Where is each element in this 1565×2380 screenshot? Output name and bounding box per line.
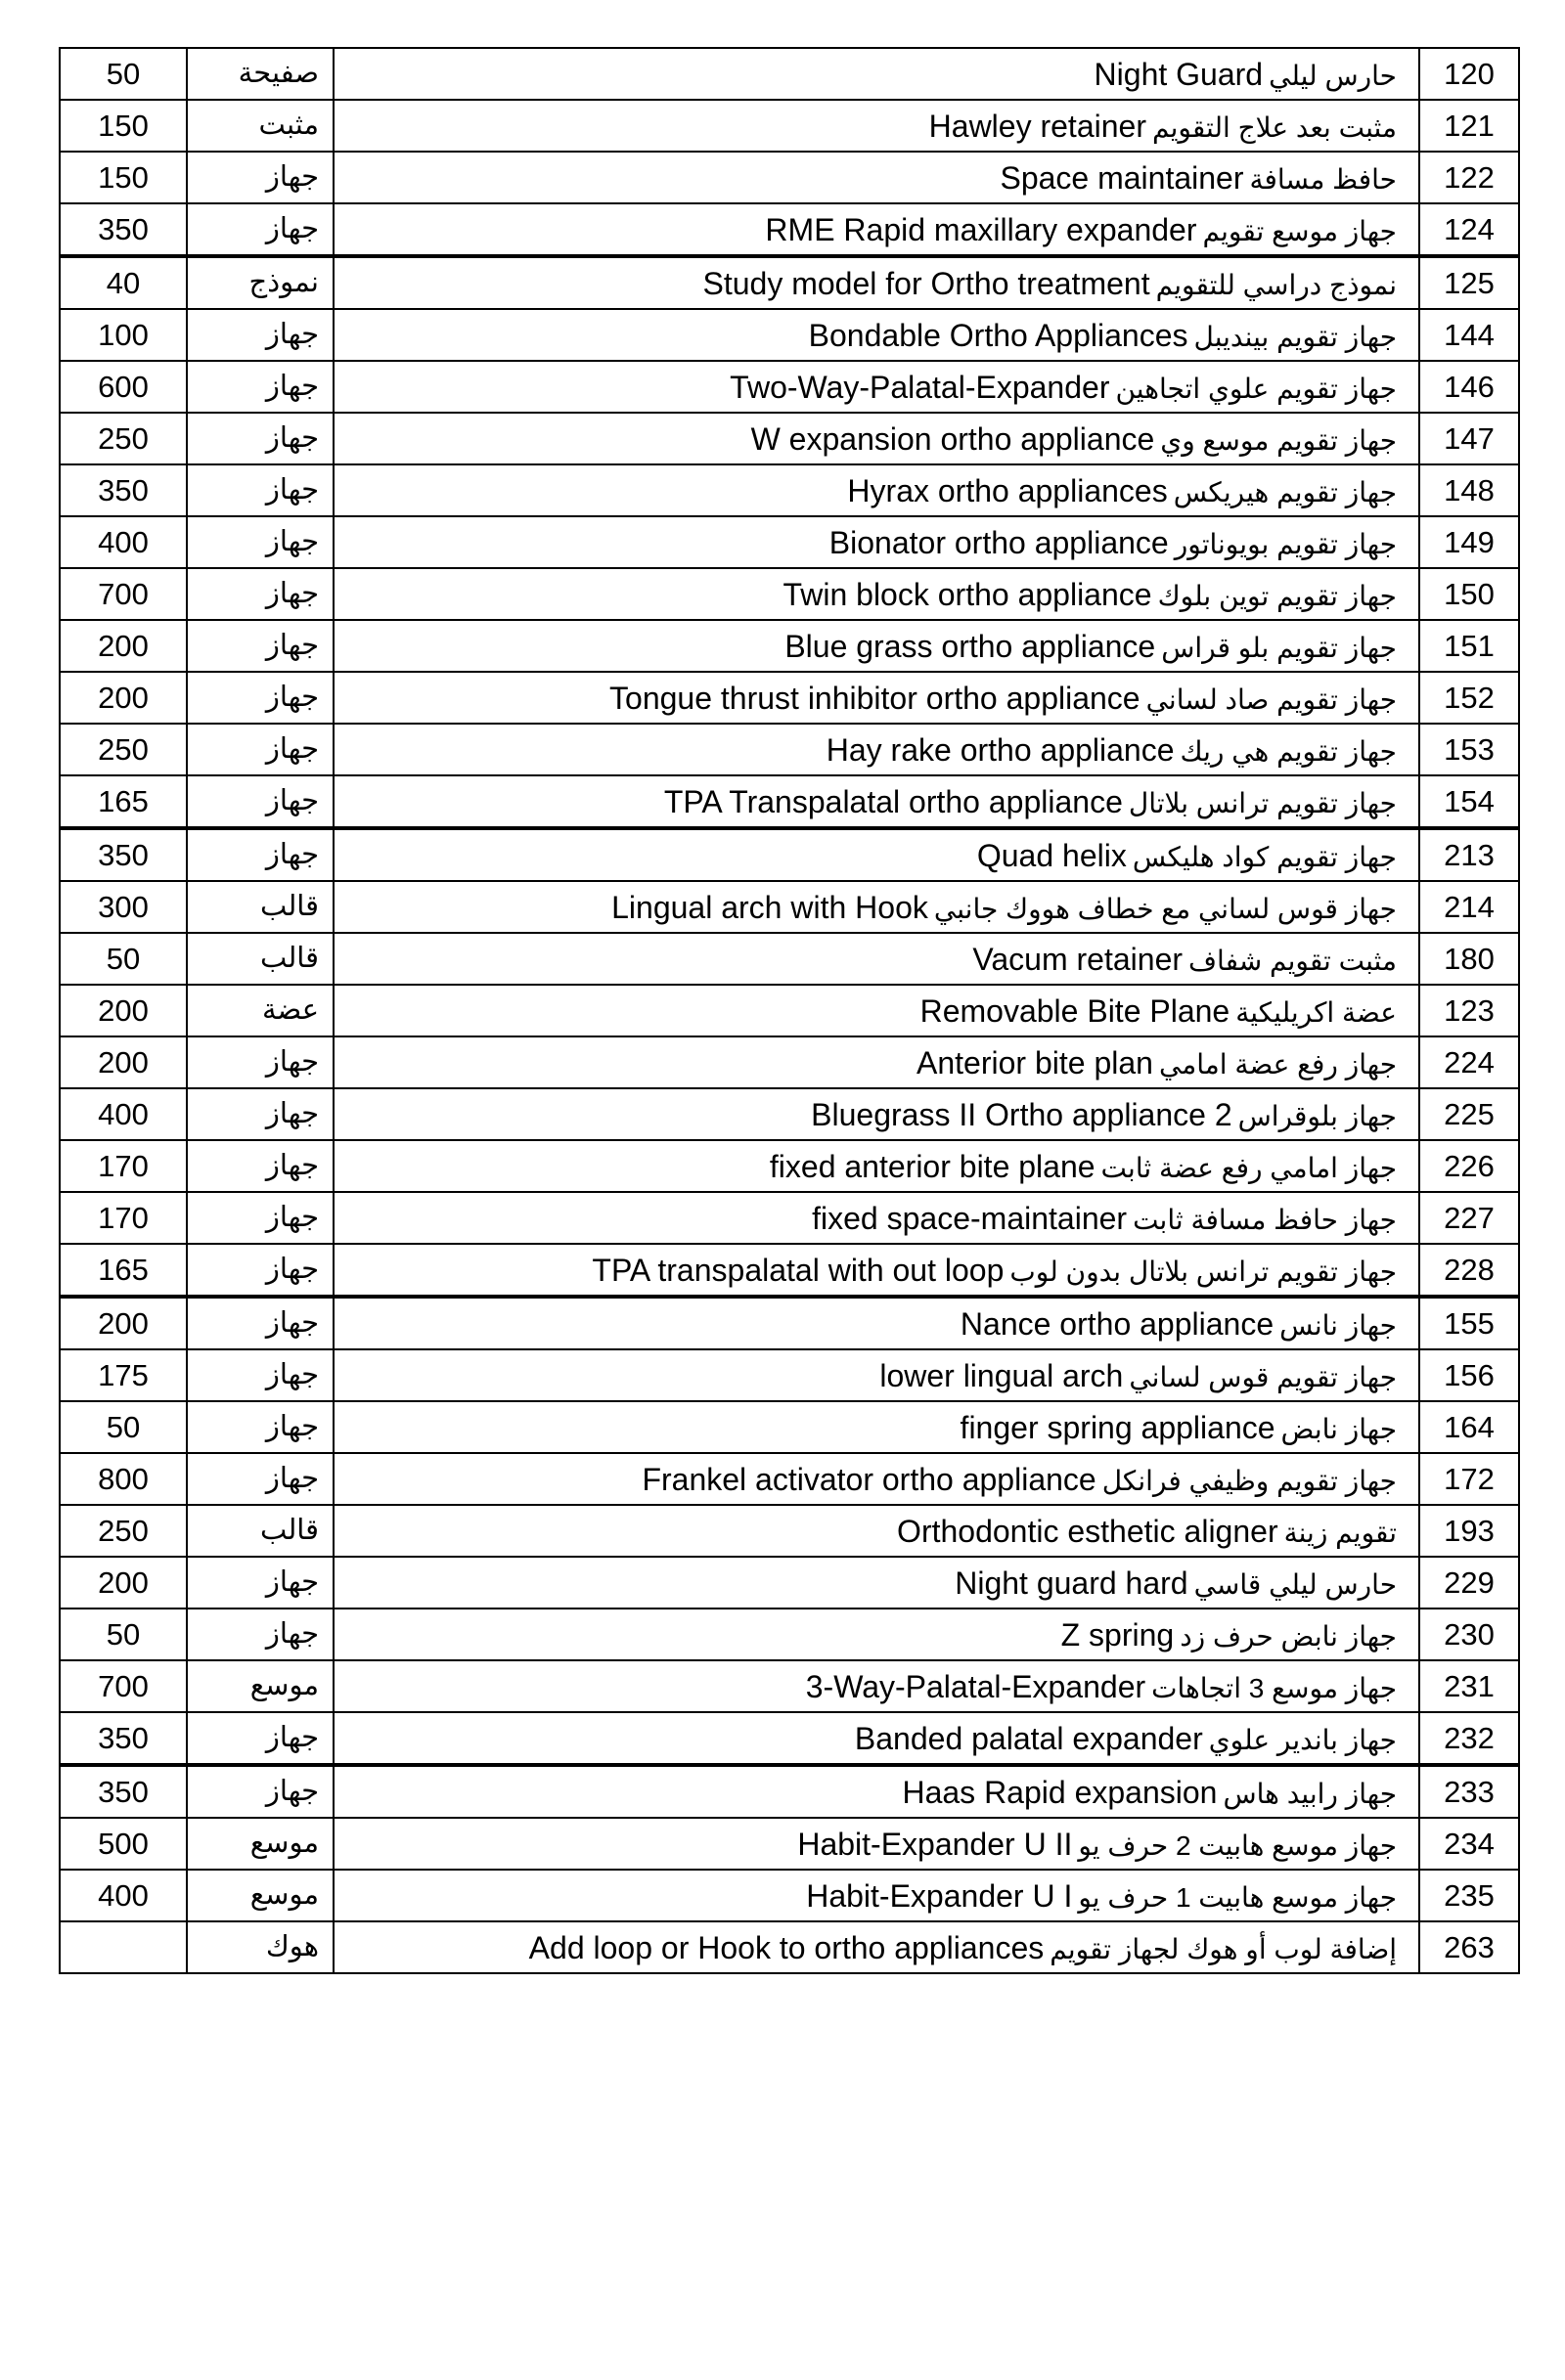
- price-cell: [60, 1921, 187, 1973]
- price-cell: 700: [60, 568, 187, 620]
- description-cell: [334, 568, 1419, 620]
- price-cell: 350: [60, 203, 187, 256]
- unit-cell: جهاز: [187, 1349, 334, 1401]
- code-cell: 147: [1419, 413, 1519, 464]
- description-english: Hyrax ortho appliances: [847, 472, 1168, 508]
- price-cell: 50: [60, 1609, 187, 1660]
- description-english: Space maintainer: [1000, 159, 1244, 196]
- code-cell: 146: [1419, 361, 1519, 413]
- unit-cell: جهاز: [187, 1036, 334, 1088]
- unit-cell: موسع: [187, 1870, 334, 1921]
- description-cell: [334, 1921, 1419, 1973]
- code-cell: 228: [1419, 1244, 1519, 1297]
- description-arabic: جهاز تقويم بينديبل: [1193, 321, 1397, 352]
- price-cell: 350: [60, 1765, 187, 1818]
- description-arabic: حارس ليلي: [1269, 60, 1397, 91]
- description-english: Lingual arch with Hook: [611, 889, 928, 925]
- description-arabic: جهاز تقويم بلو قراس: [1161, 632, 1397, 663]
- unit-cell: جهاز: [187, 203, 334, 256]
- unit-cell: جهاز: [187, 620, 334, 672]
- description-cell: [334, 48, 1419, 100]
- unit-cell: جهاز: [187, 672, 334, 724]
- table-row: [60, 1609, 1519, 1660]
- description-arabic: جهاز تقويم علوي اتجاهين: [1115, 373, 1397, 404]
- description-cell: [334, 1557, 1419, 1609]
- code-cell: 155: [1419, 1297, 1519, 1349]
- table-row: [60, 1401, 1519, 1453]
- table-row: [60, 1244, 1519, 1297]
- description-cell: [334, 203, 1419, 256]
- description-cell: [334, 933, 1419, 985]
- price-table: [59, 47, 1520, 1974]
- table-row: [60, 724, 1519, 775]
- description-arabic: جهاز موسع 3 اتجاهات: [1151, 1672, 1397, 1703]
- description-english: Two-Way-Palatal-Expander: [730, 369, 1110, 405]
- unit-cell: صفيحة: [187, 48, 334, 100]
- description-arabic: جهاز نابض حرف زد: [1180, 1620, 1397, 1652]
- price-cell: 50: [60, 933, 187, 985]
- unit-cell: جهاز: [187, 152, 334, 203]
- unit-cell: جهاز: [187, 464, 334, 516]
- table-row: [60, 1660, 1519, 1712]
- table-row: [60, 464, 1519, 516]
- unit-cell: جهاز: [187, 1765, 334, 1818]
- price-cell: 250: [60, 413, 187, 464]
- price-cell: 400: [60, 516, 187, 568]
- description-arabic: مثبت تقويم شفاف: [1188, 945, 1397, 976]
- price-cell: 250: [60, 1505, 187, 1557]
- description-english: Add loop or Hook to ortho appliances: [528, 1929, 1045, 1965]
- table-row: [60, 568, 1519, 620]
- description-english: Tongue thrust inhibitor ortho appliance: [609, 680, 1140, 716]
- description-arabic: جهاز قوس لساني مع خطاف هووك جانبي: [933, 893, 1397, 924]
- description-english: Bionator ortho appliance: [828, 524, 1169, 560]
- code-cell: 180: [1419, 933, 1519, 985]
- table-row: [60, 1765, 1519, 1818]
- description-cell: [334, 1818, 1419, 1870]
- unit-cell: جهاز: [187, 309, 334, 361]
- description-arabic: عضة اكريليكية: [1235, 996, 1397, 1028]
- description-cell: [334, 1660, 1419, 1712]
- table-row: [60, 1557, 1519, 1609]
- description-english: Orthodontic esthetic aligner: [897, 1513, 1278, 1549]
- unit-cell: جهاز: [187, 516, 334, 568]
- description-english: TPA transpalatal with out loop: [592, 1252, 1005, 1288]
- description-cell: [334, 152, 1419, 203]
- unit-cell: مثبت: [187, 100, 334, 152]
- table-row: [60, 1870, 1519, 1921]
- code-cell: 232: [1419, 1712, 1519, 1765]
- table-row: [60, 413, 1519, 464]
- description-cell: [334, 464, 1419, 516]
- code-cell: 226: [1419, 1140, 1519, 1192]
- price-cell: 200: [60, 1036, 187, 1088]
- unit-cell: جهاز: [187, 1088, 334, 1140]
- description-arabic: جهاز بلوقراس: [1237, 1100, 1397, 1131]
- code-cell: 148: [1419, 464, 1519, 516]
- unit-cell: موسع: [187, 1660, 334, 1712]
- price-cell: 200: [60, 1297, 187, 1349]
- description-arabic: جهاز تقويم ترانس بلاتال: [1128, 787, 1397, 818]
- description-arabic: حارس ليلي قاسي: [1193, 1568, 1397, 1600]
- description-cell: [334, 1088, 1419, 1140]
- description-arabic: جهاز نابض: [1280, 1413, 1397, 1444]
- price-cell: 800: [60, 1453, 187, 1505]
- unit-cell: جهاز: [187, 568, 334, 620]
- price-cell: 50: [60, 48, 187, 100]
- code-cell: 152: [1419, 672, 1519, 724]
- description-arabic: جهاز تقويم قوس لساني: [1129, 1361, 1397, 1392]
- table-row: [60, 152, 1519, 203]
- unit-cell: جهاز: [187, 1712, 334, 1765]
- description-cell: [334, 1244, 1419, 1297]
- description-cell: [334, 828, 1419, 881]
- code-cell: 150: [1419, 568, 1519, 620]
- description-arabic: جهاز تقويم هي ريك: [1180, 735, 1397, 767]
- price-cell: 100: [60, 309, 187, 361]
- description-cell: [334, 1609, 1419, 1660]
- description-english: fixed anterior bite plane: [769, 1148, 1096, 1184]
- table-row: [60, 1818, 1519, 1870]
- description-cell: [334, 1297, 1419, 1349]
- description-arabic: جهاز تقويم ترانس بلاتال بدون لوب: [1009, 1256, 1397, 1287]
- description-cell: [334, 1401, 1419, 1453]
- price-cell: 175: [60, 1349, 187, 1401]
- unit-cell: قالب: [187, 881, 334, 933]
- table-row: [60, 1453, 1519, 1505]
- table-row: [60, 1140, 1519, 1192]
- price-cell: 500: [60, 1818, 187, 1870]
- price-cell: 40: [60, 256, 187, 309]
- description-english: Vacum retainer: [972, 941, 1184, 977]
- table-row: [60, 985, 1519, 1036]
- price-cell: 700: [60, 1660, 187, 1712]
- table-row: [60, 1505, 1519, 1557]
- code-cell: 172: [1419, 1453, 1519, 1505]
- table-row: [60, 1297, 1519, 1349]
- code-cell: 156: [1419, 1349, 1519, 1401]
- unit-cell: جهاز: [187, 1192, 334, 1244]
- description-english: fixed space-maintainer: [812, 1200, 1128, 1236]
- description-arabic: جهاز موسع تقويم: [1202, 215, 1397, 246]
- description-english: 3-Way-Palatal-Expander: [805, 1668, 1146, 1704]
- price-cell: 350: [60, 464, 187, 516]
- description-arabic: مثبت بعد علاج التقويم: [1151, 111, 1397, 143]
- description-cell: [334, 1765, 1419, 1818]
- description-arabic: جهاز تقويم موسع وي: [1160, 424, 1397, 456]
- unit-cell: جهاز: [187, 361, 334, 413]
- price-cell: 150: [60, 152, 187, 203]
- description-english: Habit-Expander U I: [806, 1877, 1073, 1914]
- description-cell: [334, 361, 1419, 413]
- code-cell: 230: [1419, 1609, 1519, 1660]
- unit-cell: جهاز: [187, 1244, 334, 1297]
- code-cell: 124: [1419, 203, 1519, 256]
- unit-cell: جهاز: [187, 724, 334, 775]
- table-row: [60, 48, 1519, 100]
- price-cell: 350: [60, 1712, 187, 1765]
- description-english: Nance ortho appliance: [960, 1305, 1274, 1342]
- unit-cell: جهاز: [187, 413, 334, 464]
- description-arabic: تقويم زينة: [1283, 1517, 1397, 1548]
- description-english: Blue grass ortho appliance: [784, 628, 1156, 664]
- unit-cell: هوك: [187, 1921, 334, 1973]
- description-english: W expansion ortho appliance: [750, 420, 1155, 457]
- price-cell: 170: [60, 1192, 187, 1244]
- code-cell: 193: [1419, 1505, 1519, 1557]
- description-cell: [334, 1453, 1419, 1505]
- code-cell: 227: [1419, 1192, 1519, 1244]
- description-cell: [334, 1140, 1419, 1192]
- table-row: [60, 1921, 1519, 1973]
- code-cell: 233: [1419, 1765, 1519, 1818]
- table-row: [60, 1712, 1519, 1765]
- table-row: [60, 361, 1519, 413]
- price-cell: 250: [60, 724, 187, 775]
- table-row: [60, 1088, 1519, 1140]
- description-cell: [334, 881, 1419, 933]
- code-cell: 153: [1419, 724, 1519, 775]
- price-cell: 400: [60, 1088, 187, 1140]
- table-row: [60, 620, 1519, 672]
- description-arabic: حافظ مسافة: [1249, 163, 1397, 195]
- table-row: [60, 1349, 1519, 1401]
- description-arabic: جهاز تقويم توين بلوك: [1157, 580, 1397, 611]
- description-cell: [334, 1192, 1419, 1244]
- description-arabic: جهاز رابيد هاس: [1223, 1778, 1397, 1809]
- description-english: Bondable Ortho Appliances: [808, 317, 1188, 353]
- price-cell: 165: [60, 1244, 187, 1297]
- description-arabic: نموذج دراسي للتقويم: [1155, 269, 1397, 300]
- description-cell: [334, 256, 1419, 309]
- description-cell: [334, 724, 1419, 775]
- code-cell: 151: [1419, 620, 1519, 672]
- description-english: Removable Bite Plane: [919, 992, 1230, 1029]
- unit-cell: جهاز: [187, 1453, 334, 1505]
- unit-cell: جهاز: [187, 1401, 334, 1453]
- description-english: Anterior bite plan: [917, 1044, 1153, 1080]
- unit-cell: جهاز: [187, 775, 334, 828]
- description-english: Banded palatal expander: [854, 1720, 1203, 1756]
- price-cell: 400: [60, 1870, 187, 1921]
- description-arabic: جهاز موسع هابيت 2 حرف يو: [1078, 1829, 1397, 1861]
- code-cell: 154: [1419, 775, 1519, 828]
- price-cell: 200: [60, 1557, 187, 1609]
- description-arabic: جهاز نانس: [1279, 1309, 1397, 1341]
- description-arabic: جهاز تقويم صاد لساني: [1145, 683, 1397, 715]
- table-row: [60, 516, 1519, 568]
- code-cell: 122: [1419, 152, 1519, 203]
- description-english: Hay rake ortho appliance: [826, 731, 1175, 768]
- code-cell: 231: [1419, 1660, 1519, 1712]
- unit-cell: جهاز: [187, 1557, 334, 1609]
- code-cell: 214: [1419, 881, 1519, 933]
- price-cell: 50: [60, 1401, 187, 1453]
- description-cell: [334, 309, 1419, 361]
- description-arabic: جهاز باندير علوي: [1208, 1724, 1397, 1755]
- price-cell: 600: [60, 361, 187, 413]
- code-cell: 263: [1419, 1921, 1519, 1973]
- price-cell: 200: [60, 672, 187, 724]
- unit-cell: موسع: [187, 1818, 334, 1870]
- description-arabic: جهاز تقويم هيريكس: [1173, 476, 1397, 507]
- description-english: Quad helix: [976, 837, 1127, 873]
- code-cell: 120: [1419, 48, 1519, 100]
- unit-cell: قالب: [187, 933, 334, 985]
- description-english: Twin block ortho appliance: [782, 576, 1152, 612]
- unit-cell: جهاز: [187, 1609, 334, 1660]
- table-row: [60, 672, 1519, 724]
- description-cell: [334, 985, 1419, 1036]
- price-cell: 200: [60, 620, 187, 672]
- code-cell: 224: [1419, 1036, 1519, 1088]
- description-english: Night Guard: [1094, 56, 1264, 92]
- description-arabic: جهاز تقويم بويوناتور: [1174, 528, 1397, 559]
- description-arabic: جهاز تقويم كواد هليكس: [1132, 841, 1397, 872]
- description-cell: [334, 100, 1419, 152]
- code-cell: 225: [1419, 1088, 1519, 1140]
- table-row: [60, 933, 1519, 985]
- code-cell: 213: [1419, 828, 1519, 881]
- description-arabic: إضافة لوب أو هوك لجهاز تقويم: [1050, 1933, 1397, 1964]
- description-cell: [334, 516, 1419, 568]
- description-arabic: جهاز رفع عضة امامي: [1158, 1048, 1397, 1080]
- description-english: finger spring appliance: [960, 1409, 1275, 1445]
- description-english: Z spring: [1060, 1616, 1175, 1653]
- code-cell: 123: [1419, 985, 1519, 1036]
- description-cell: [334, 620, 1419, 672]
- table-row: [60, 256, 1519, 309]
- description-cell: [334, 672, 1419, 724]
- unit-cell: جهاز: [187, 1140, 334, 1192]
- description-english: RME Rapid maxillary expander: [765, 211, 1197, 247]
- description-english: Frankel activator ortho appliance: [642, 1461, 1096, 1497]
- code-cell: 144: [1419, 309, 1519, 361]
- description-arabic: جهاز حافظ مسافة ثابت: [1133, 1204, 1397, 1235]
- code-cell: 164: [1419, 1401, 1519, 1453]
- table-row: [60, 881, 1519, 933]
- description-english: Bluegrass II Ortho appliance 2: [811, 1096, 1232, 1132]
- price-cell: 165: [60, 775, 187, 828]
- description-cell: [334, 1870, 1419, 1921]
- description-cell: [334, 1036, 1419, 1088]
- code-cell: 125: [1419, 256, 1519, 309]
- description-english: Haas Rapid expansion: [902, 1774, 1218, 1810]
- table-row: [60, 1036, 1519, 1088]
- code-cell: 234: [1419, 1818, 1519, 1870]
- price-cell: 170: [60, 1140, 187, 1192]
- description-english: Hawley retainer: [928, 108, 1146, 144]
- table-row: [60, 309, 1519, 361]
- description-arabic: جهاز امامي رفع عضة ثابت: [1100, 1152, 1397, 1183]
- description-cell: [334, 1505, 1419, 1557]
- table-row: [60, 100, 1519, 152]
- unit-cell: جهاز: [187, 1297, 334, 1349]
- table-body: [60, 48, 1519, 1973]
- price-cell: 300: [60, 881, 187, 933]
- unit-cell: قالب: [187, 1505, 334, 1557]
- code-cell: 149: [1419, 516, 1519, 568]
- price-cell: 200: [60, 985, 187, 1036]
- description-cell: [334, 413, 1419, 464]
- code-cell: 235: [1419, 1870, 1519, 1921]
- unit-cell: عضة: [187, 985, 334, 1036]
- table-row: [60, 775, 1519, 828]
- table-row: [60, 828, 1519, 881]
- description-cell: [334, 1712, 1419, 1765]
- code-cell: 229: [1419, 1557, 1519, 1609]
- description-arabic: جهاز موسع هابيت 1 حرف يو: [1078, 1881, 1397, 1913]
- price-cell: 350: [60, 828, 187, 881]
- code-cell: 121: [1419, 100, 1519, 152]
- description-arabic: جهاز تقويم وظيفي فرانكل: [1101, 1465, 1397, 1496]
- description-cell: [334, 775, 1419, 828]
- unit-cell: نموذج: [187, 256, 334, 309]
- table-row: [60, 203, 1519, 256]
- description-cell: [334, 1349, 1419, 1401]
- price-cell: 150: [60, 100, 187, 152]
- description-english: Habit-Expander U II: [797, 1826, 1073, 1862]
- description-english: Study model for Ortho treatment: [702, 265, 1150, 301]
- description-english: Night guard hard: [955, 1565, 1188, 1601]
- description-english: lower lingual arch: [879, 1357, 1124, 1393]
- description-english: TPA Transpalatal ortho appliance: [663, 783, 1123, 819]
- table-row: [60, 1192, 1519, 1244]
- unit-cell: جهاز: [187, 828, 334, 881]
